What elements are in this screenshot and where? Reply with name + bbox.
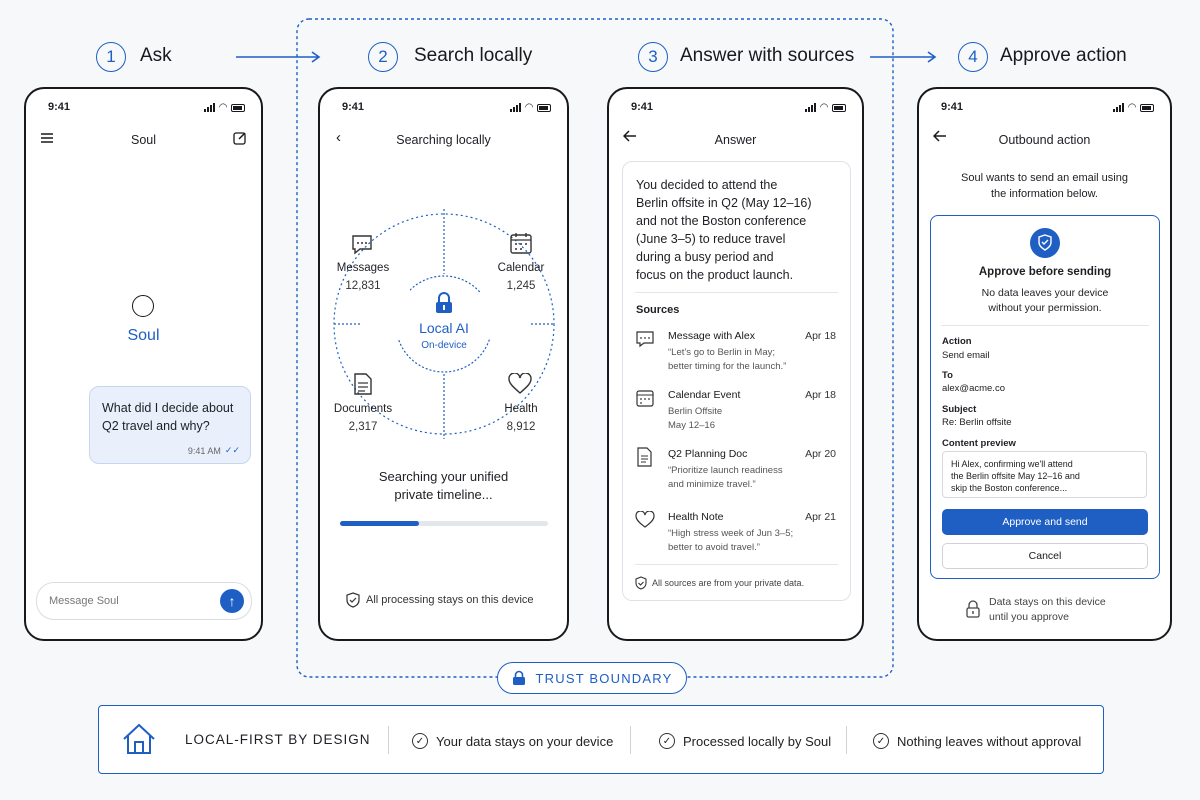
step-3-number: 3: [638, 42, 668, 72]
source-date: Apr 21: [805, 511, 836, 523]
shield-check-icon: [1030, 228, 1060, 258]
answer-text: You decided to attend the Berlin offsite in Q2 (May 12–16) and not the Boston conference (June 3–5) to reduce travel during a busy period and focus on the product launch.: [636, 178, 812, 282]
cancel-button[interactable]: Cancel: [942, 543, 1148, 569]
wifi-icon: ◠: [820, 102, 828, 113]
source-date: Apr 18: [805, 389, 836, 401]
processing-footer: All processing stays on this device: [366, 594, 534, 606]
soul-logo-icon: [132, 295, 154, 317]
search-progress-fill: [340, 521, 419, 526]
field-subject-label: Subject: [942, 404, 977, 415]
status-time: 9:41: [941, 101, 964, 113]
check-circle-icon: ✓: [659, 733, 675, 749]
shield-check-icon: [346, 592, 360, 608]
signal-icon: [1113, 103, 1124, 112]
battery-icon: [832, 104, 846, 112]
data-stays-line2: until you approve: [989, 611, 1069, 623]
padlock-icon: [965, 599, 981, 624]
calendar-icon: [635, 388, 655, 408]
node-calendar-label: Calendar: [497, 262, 545, 274]
local-ai-title: Local AI: [419, 320, 469, 336]
status-time: 9:41: [48, 101, 71, 113]
send-button[interactable]: ↑: [220, 589, 244, 613]
trust-boundary-label: TRUST BOUNDARY: [535, 670, 673, 686]
step-4-number: 4: [958, 42, 988, 72]
message-icon: [350, 233, 374, 260]
page-title: Answer: [714, 133, 757, 147]
node-health-count: 8,912: [506, 421, 536, 433]
calendar-icon: [509, 231, 533, 260]
step-2-label: Search locally: [414, 45, 533, 66]
signal-icon: [510, 103, 521, 112]
trust-boundary-badge: [497, 662, 687, 694]
field-subject-value: Re: Berlin offsite: [942, 417, 1012, 428]
sources-heading: Sources: [636, 304, 680, 316]
sources-footer: All sources are from your private data.: [652, 578, 805, 588]
banner-title: LOCAL-FIRST BY DESIGN: [185, 732, 371, 747]
lock-icon: [434, 292, 454, 319]
soul-brand: Soul: [127, 327, 160, 344]
content-preview-label: Content preview: [942, 438, 1016, 449]
check-circle-icon: ✓: [873, 733, 889, 749]
phone-answer: [607, 87, 864, 641]
status-time: 9:41: [631, 101, 654, 113]
wifi-icon: ◠: [1128, 102, 1136, 113]
field-action-value: Send email: [942, 350, 990, 361]
phone-search: [318, 87, 569, 641]
step-1-number: 1: [96, 42, 126, 72]
source-snippet: “Let’s go to Berlin in May; better timing for the launch.”: [668, 347, 787, 372]
approval-subtitle-2: without your permission.: [988, 302, 1102, 314]
approve-and-send-button[interactable]: Approve and send: [942, 509, 1148, 535]
back-chevron-icon[interactable]: ‹: [336, 129, 341, 146]
lock-icon: [512, 670, 526, 686]
node-calendar-count: 1,245: [506, 280, 536, 292]
battery-icon: [231, 104, 245, 112]
status-bar: [48, 101, 245, 115]
message-input-placeholder: Message Soul: [49, 595, 119, 607]
status-bar: [631, 101, 846, 115]
source-date: Apr 20: [805, 448, 836, 460]
wifi-icon: ◠: [525, 102, 533, 113]
local-first-banner: [98, 705, 1104, 774]
banner-item: ✓ Processed locally by Soul: [659, 733, 831, 749]
source-snippet: Berlin Offsite May 12–16: [668, 406, 723, 431]
wifi-icon: ◠: [219, 102, 227, 113]
search-status-line1: Searching your unified: [378, 469, 509, 484]
banner-item: ✓ Your data stays on your device: [412, 733, 613, 749]
approval-title: Approve before sending: [978, 266, 1112, 278]
signal-icon: [204, 103, 215, 112]
battery-icon: [1140, 104, 1154, 112]
page-title: Soul: [130, 133, 157, 147]
document-icon: [637, 447, 653, 467]
field-action-label: Action: [942, 336, 972, 347]
source-title: Message with Alex: [668, 330, 755, 342]
answer-card: [622, 161, 851, 601]
message-input[interactable]: [36, 582, 252, 620]
field-to-label: To: [942, 370, 953, 381]
node-documents-label: Documents: [333, 403, 393, 415]
intro-line1: Soul wants to send an email using: [961, 172, 1128, 184]
source-title: Calendar Event: [668, 389, 741, 401]
approval-subtitle-1: No data leaves your device: [981, 287, 1109, 299]
content-preview-box: Hi Alex, confirming we'll attend the Berlin offsite May 12–16 and skip the Boston conference...: [942, 451, 1147, 498]
battery-icon: [537, 104, 551, 112]
node-messages-count: 12,831: [345, 280, 381, 292]
message-icon: [635, 330, 655, 348]
search-progress-bar: [340, 521, 548, 526]
page-title: Outbound action: [998, 133, 1091, 147]
field-to-value: alex@acme.co: [942, 383, 1005, 394]
shield-check-icon: [635, 576, 647, 590]
home-icon: [121, 722, 157, 761]
page-title: Searching locally: [396, 133, 491, 147]
status-bar: [342, 101, 551, 115]
data-stays-line1: Data stays on this device: [989, 596, 1106, 608]
on-device-subtitle: On-device: [421, 340, 467, 351]
check-circle-icon: ✓: [412, 733, 428, 749]
phone-ask: [24, 87, 263, 641]
read-check-icon: ✓✓: [224, 445, 240, 455]
user-message-bubble: [89, 386, 251, 464]
node-health-label: Health: [504, 403, 538, 415]
status-bar: [941, 101, 1154, 115]
status-time: 9:41: [342, 101, 365, 113]
step-2-number: 2: [368, 42, 398, 72]
source-title: Q2 Planning Doc: [668, 448, 748, 460]
search-status-line2: private timeline...: [394, 487, 493, 502]
heart-icon: [508, 373, 532, 400]
compose-icon[interactable]: [233, 131, 247, 149]
approval-card: [930, 215, 1160, 579]
user-message-text: What did I decide about Q2 travel and why?: [102, 401, 234, 433]
node-messages-label: Messages: [336, 262, 390, 274]
source-snippet: “High stress week of Jun 3–5; better to avoid travel.”: [668, 528, 794, 553]
document-icon: [353, 372, 373, 401]
source-title: Health Note: [668, 511, 724, 523]
banner-item: ✓ Nothing leaves without approval: [873, 733, 1081, 749]
intro-line2: the information below.: [990, 188, 1098, 200]
source-date: Apr 18: [805, 330, 836, 342]
message-time: 9:41 AM: [187, 445, 221, 456]
source-snippet: “Prioritize launch readiness and minimize travel.”: [668, 465, 783, 490]
step-1-label: Ask: [140, 45, 172, 66]
step-4-label: Approve action: [1000, 45, 1127, 66]
heart-icon: [635, 511, 655, 529]
step-3-label: Answer with sources: [680, 45, 855, 66]
signal-icon: [805, 103, 816, 112]
node-documents-count: 2,317: [348, 421, 378, 433]
phone-approve: [917, 87, 1172, 641]
